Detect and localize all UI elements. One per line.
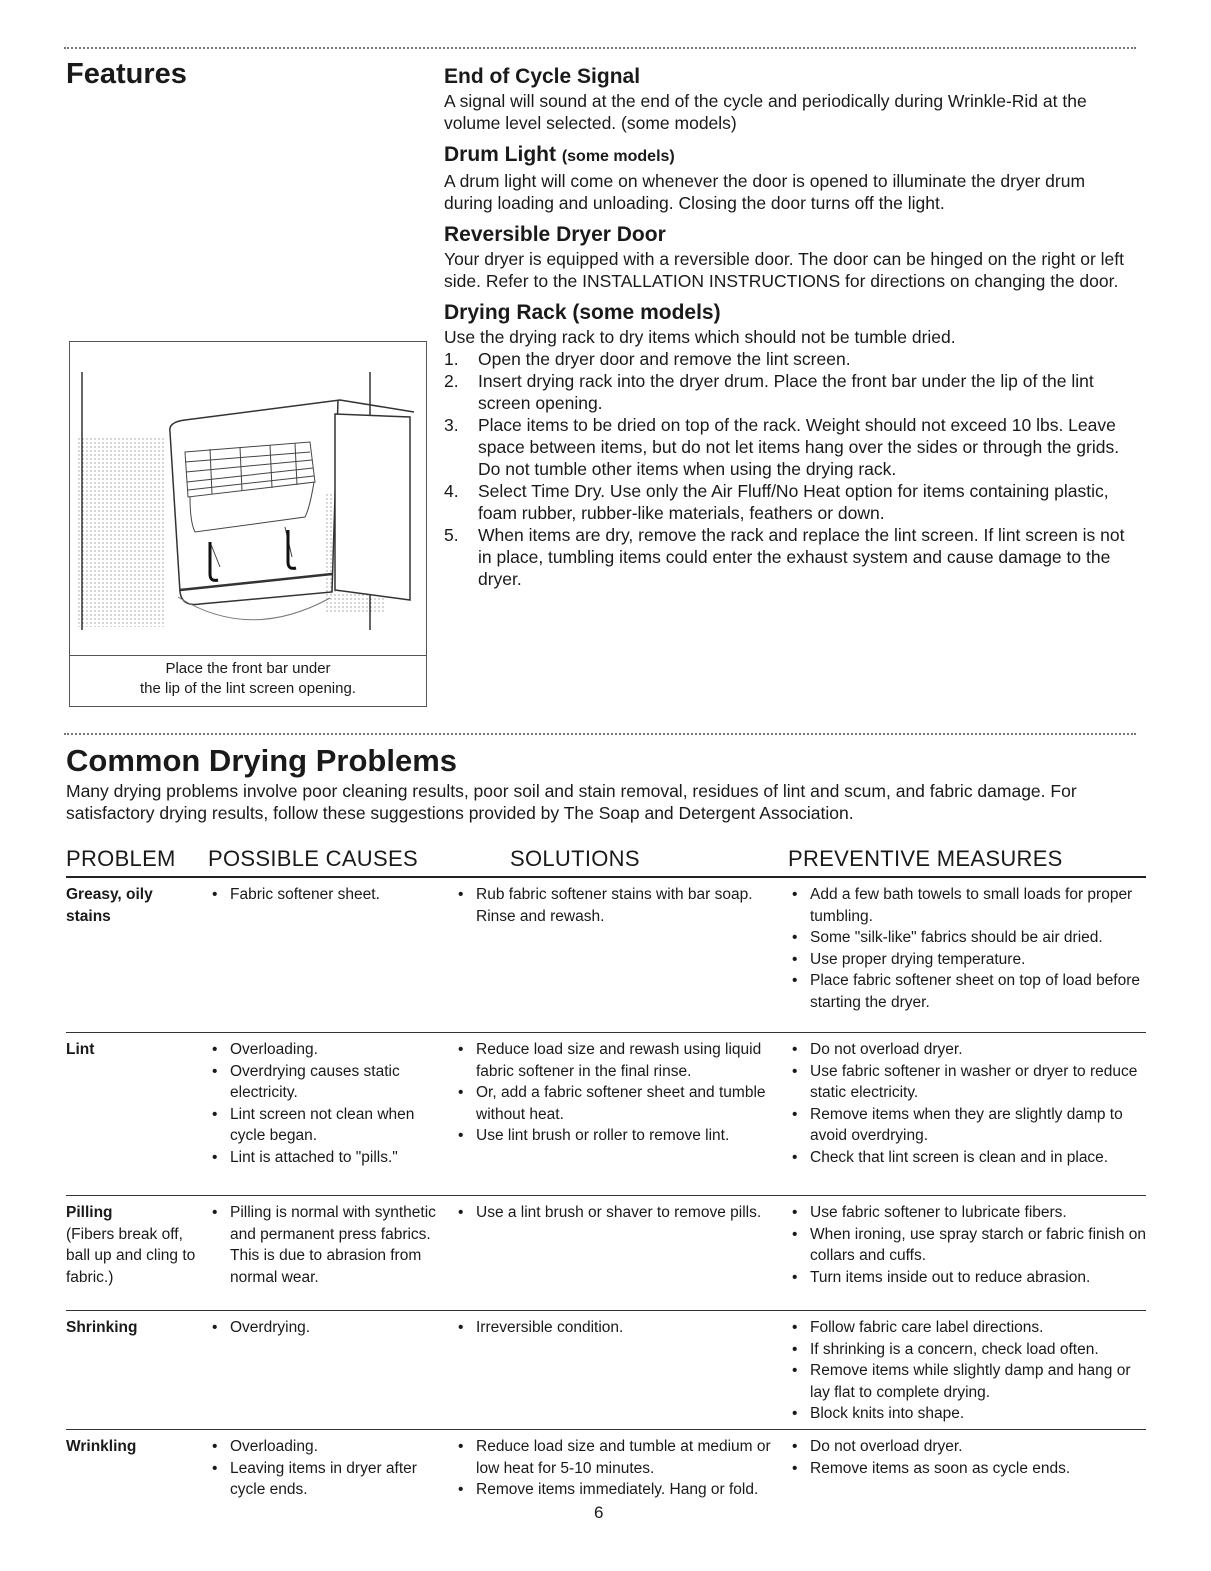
table-row <box>66 1311 1146 1430</box>
drying-rack-step <box>444 480 1134 524</box>
preventive-item: • Place fabric softener sheet on top of load before starting the dryer. <box>788 970 1148 1013</box>
mid-divider <box>64 733 1136 735</box>
problem-name: Wrinkling <box>66 1438 137 1455</box>
solution-item: • Reduce load size and tumble at medium or low heat for 5-10 minutes. <box>454 1436 784 1479</box>
step-number: 3. <box>444 415 459 435</box>
features-heading: Features <box>66 58 187 90</box>
preventive-item: • Use fabric softener in washer or dryer to reduce static electricity. <box>788 1061 1148 1104</box>
table-row <box>66 1033 1146 1196</box>
header-causes: POSSIBLE CAUSES <box>208 846 418 871</box>
problem-cell <box>66 1317 196 1339</box>
preventive-item: • Follow fabric care label directions. <box>788 1317 1148 1339</box>
solution-item: • Use a lint brush or shaver to remove pills. <box>454 1202 784 1224</box>
preventive-item: • Remove items as soon as cycle ends. <box>788 1458 1148 1480</box>
page-number: 6 <box>594 1503 604 1522</box>
step-text: Place items to be dried on top of the rack. Weight should not exceed 10 lbs. Leave space between items, but do not let items hang over the sides or through the grids. Do not tumble other items when using the drying rack. <box>478 415 1120 479</box>
table-row <box>66 1196 1146 1311</box>
solutions-cell <box>454 884 784 927</box>
causes-cell <box>208 1202 448 1288</box>
problem-note: (Fibers break off, ball up and cling to fabric.) <box>66 1225 196 1286</box>
step-number: 5. <box>444 525 459 545</box>
step-text: Open the dryer door and remove the lint screen. <box>478 349 851 369</box>
problem-cell <box>66 1202 196 1288</box>
preventive-item: • Turn items inside out to reduce abrasion. <box>788 1267 1148 1289</box>
caption-line-1: Place the front bar under <box>165 660 331 677</box>
preventive-cell <box>788 1317 1148 1425</box>
drum-light-title-suffix: (some models) <box>561 148 675 165</box>
preventive-item: • When ironing, use spray starch or fabric finish on collars and cuffs. <box>788 1224 1148 1267</box>
preventive-item: • Check that lint screen is clean and in place. <box>788 1147 1148 1169</box>
top-divider <box>64 47 1136 49</box>
solutions-cell <box>454 1039 784 1147</box>
end-of-cycle-body: A signal will sound at the end of the cycle and periodically during Wrinkle-Rid at the volume level selected. (some models) <box>444 91 1087 133</box>
drum-light-title <box>444 142 1134 170</box>
step-text: Select Time Dry. Use only the Air Fluff/No Heat option for items containing plastic, foam rubber, rubber-like materials, feathers or down. <box>478 481 1109 523</box>
cause-item: • Pilling is normal with synthetic and permanent press fabrics. This is due to abrasion from normal wear. <box>208 1202 448 1288</box>
header-solutions: SOLUTIONS <box>510 846 640 871</box>
reversible-door-body: Your dryer is equipped with a reversible door. The door can be hinged on the right or left side. Refer to the INSTALLATION INSTRUCTIONS for directions on changing the door. <box>444 249 1125 291</box>
preventive-item: • Remove items while slightly damp and hang or lay flat to complete drying. <box>788 1360 1148 1403</box>
reversible-door-title: Reversible Dryer Door <box>444 223 666 246</box>
drying-rack-step <box>444 414 1134 480</box>
causes-cell <box>208 1317 448 1339</box>
cause-item: • Overdrying. <box>208 1317 448 1339</box>
drum-light-title-text: Drum Light <box>444 143 556 166</box>
step-text: Insert drying rack into the dryer drum. Place the front bar under the lip of the lint screen opening. <box>478 371 1094 413</box>
solution-item: • Remove items immediately. Hang or fold. <box>454 1479 784 1501</box>
problems-table <box>66 842 1146 1530</box>
step-number: 2. <box>444 371 459 391</box>
causes-cell <box>208 1039 448 1168</box>
table-header <box>66 842 1146 878</box>
table-row <box>66 1430 1146 1530</box>
illustration-caption <box>70 655 426 699</box>
drying-rack-intro: Use the drying rack to dry items which should not be tumble dried. <box>444 327 956 347</box>
problem-name: Pilling <box>66 1204 113 1221</box>
problem-cell <box>66 884 196 927</box>
step-number: 1. <box>444 349 459 369</box>
preventive-item: • Add a few bath towels to small loads for proper tumbling. <box>788 884 1148 927</box>
solution-item: • Or, add a fabric softener sheet and tumble without heat. <box>454 1082 784 1125</box>
step-text: When items are dry, remove the rack and replace the lint screen. If lint screen is not in place, tumbling items could enter the exhaust system and cause damage to the dryer. <box>478 525 1125 589</box>
problem-cell <box>66 1436 196 1458</box>
preventive-cell <box>788 1039 1148 1168</box>
preventive-cell <box>788 1202 1148 1288</box>
solution-item: • Rub fabric softener stains with bar soap. Rinse and rewash. <box>454 884 784 927</box>
solutions-cell <box>454 1317 784 1339</box>
cause-item: • Overdrying causes static electricity. <box>208 1061 448 1104</box>
solution-item: • Reduce load size and rewash using liquid fabric softener in the final rinse. <box>454 1039 784 1082</box>
drying-rack-step <box>444 370 1134 414</box>
preventive-cell <box>788 884 1148 1013</box>
cause-item: • Overloading. <box>208 1436 448 1458</box>
header-preventive: PREVENTIVE MEASURES <box>788 846 1063 871</box>
problem-name: Greasy, oily stains <box>66 886 153 925</box>
drying-rack-step <box>444 348 1134 370</box>
end-of-cycle-title: End of Cycle Signal <box>444 65 641 88</box>
drying-rack-illustration <box>69 341 427 707</box>
cause-item: • Leaving items in dryer after cycle ends. <box>208 1458 448 1501</box>
preventive-item: • If shrinking is a concern, check load often. <box>788 1339 1148 1361</box>
solution-item: • Irreversible condition. <box>454 1317 784 1339</box>
preventive-item: • Remove items when they are slightly damp to avoid overdrying. <box>788 1104 1148 1147</box>
drum-light-body: A drum light will come on whenever the door is opened to illuminate the dryer drum during loading and unloading. Closing the door turns off the light. <box>444 171 1086 213</box>
problem-name: Shrinking <box>66 1319 138 1336</box>
solution-item: • Use lint brush or roller to remove lint. <box>454 1125 784 1147</box>
cause-item: • Lint screen not clean when cycle began. <box>208 1104 448 1147</box>
drying-rack-title: Drying Rack (some models) <box>444 301 721 324</box>
causes-cell <box>208 884 448 906</box>
dryer-rack-drawing <box>70 342 426 654</box>
causes-cell <box>208 1436 448 1501</box>
table-row <box>66 878 1146 1033</box>
common-problems-intro: Many drying problems involve poor cleaning results, poor soil and stain removal, residues of lint and scum, and fabric damage. For satisfactory drying results, follow these suggestions provided by The Soap and Detergent Association. <box>66 781 1077 823</box>
preventive-item: • Do not overload dryer. <box>788 1436 1148 1458</box>
problem-cell <box>66 1039 196 1061</box>
drying-rack-steps <box>444 348 1134 590</box>
solutions-cell <box>454 1436 784 1501</box>
drying-rack-step <box>444 524 1134 590</box>
preventive-item: • Some "silk-like" fabrics should be air dried. <box>788 927 1148 949</box>
preventive-item: • Block knits into shape. <box>788 1403 1148 1425</box>
features-content <box>444 64 1134 590</box>
preventive-item: • Use fabric softener to lubricate fibers. <box>788 1202 1148 1224</box>
problem-name: Lint <box>66 1041 95 1058</box>
common-problems-heading: Common Drying Problems <box>66 743 457 778</box>
step-number: 4. <box>444 481 459 501</box>
solutions-cell <box>454 1202 784 1224</box>
preventive-cell <box>788 1436 1148 1479</box>
cause-item: • Lint is attached to "pills." <box>208 1147 448 1169</box>
caption-line-2: the lip of the lint screen opening. <box>140 680 356 697</box>
preventive-item: • Use proper drying temperature. <box>788 949 1148 971</box>
cause-item: • Overloading. <box>208 1039 448 1061</box>
cause-item: • Fabric softener sheet. <box>208 884 448 906</box>
preventive-item: • Do not overload dryer. <box>788 1039 1148 1061</box>
header-problem: PROBLEM <box>66 846 176 871</box>
